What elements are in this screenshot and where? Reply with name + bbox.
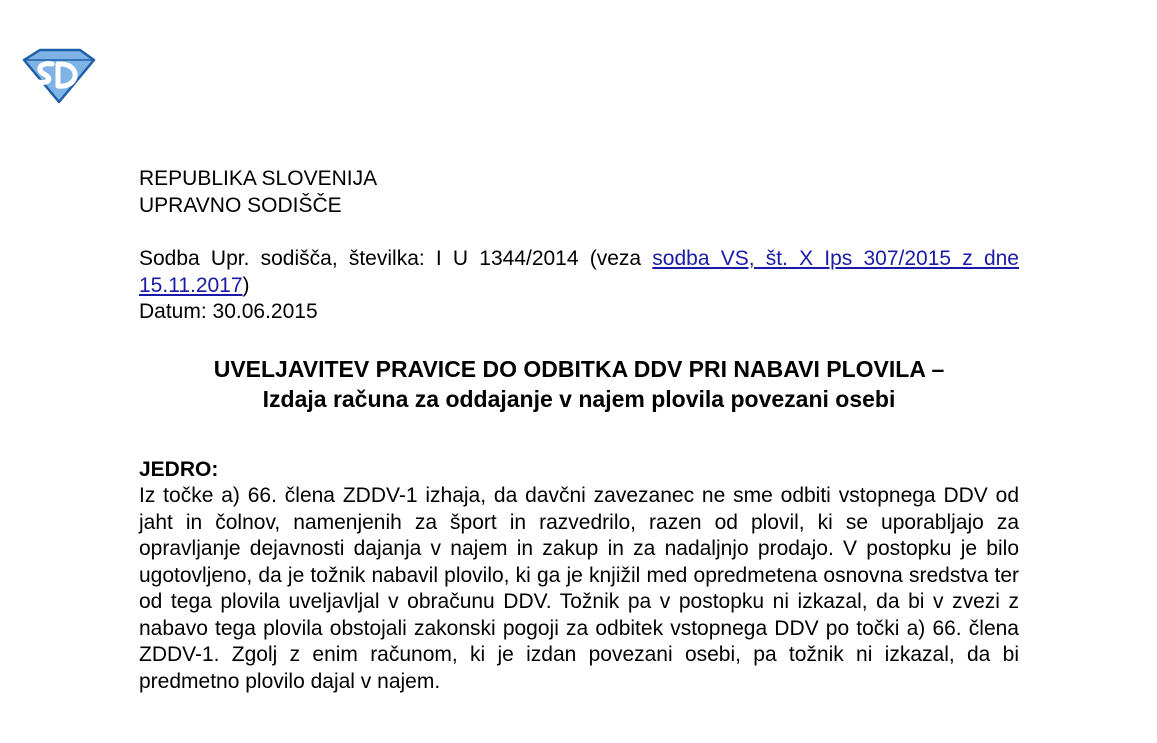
case-reference: [139, 246, 1019, 326]
title-line-2: Izdaja računa za oddajanje v najem plovila povezani osebi: [262, 385, 896, 412]
title-line-1: UVELJAVITEV PRAVICE DO ODBITKA DDV PRI NABAVI PLOVILA –: [213, 355, 945, 382]
document-title: [139, 354, 1019, 414]
summary-text: Iz točke a) 66. člena ZDDV-1 izhaja, da davčni zavezanec ne sme odbiti vstopnega DDV od jaht in čolnov, namenjenih za šport in razvedrilo, razen od plovil, ki se uporabljajo za opravljanje dejavnosti dajanja v najem in zakup in za nadaljnjo prodajo. V postopku je bilo ugotovljeno, da je tožnik nabavil plovilo, ki ga je knjižil med opredmetena osnovna sredstva ter od tega plovila uveljavljal v obračunu DDV. Tožnik pa v postopku ni izkazal, da bi v zvezi z nabavo tega plovila obstojali zakonski pogoji za odbitek vstopnega DDV po točki a) 66. člena ZDDV-1. Zgolj z enim računom, ki je izdan povezani osebi, pa tožnik ni izkazal, da bi predmetno plovilo dajal v najem.: [139, 484, 1019, 693]
document-body: [139, 166, 1019, 695]
court-header: [139, 166, 1019, 219]
court-shield-logo: [22, 48, 96, 104]
header-court: UPRAVNO SODIŠČE: [139, 193, 342, 217]
court-shield-logo-icon: [22, 48, 96, 104]
reference-prefix: Sodba Upr. sodišča, številka: I U 1344/2014 (veza: [139, 247, 653, 270]
supreme-court-ruling-link[interactable]: sodba VS, št. X Ips 307/2015 z dne 15.11.2017: [139, 247, 1019, 297]
summary-label: JEDRO:: [139, 457, 219, 481]
reference-suffix: ): [242, 273, 250, 297]
header-republic: REPUBLIKA SLOVENIJA: [139, 167, 378, 190]
reference-date: Datum: 30.06.2015: [139, 300, 318, 323]
